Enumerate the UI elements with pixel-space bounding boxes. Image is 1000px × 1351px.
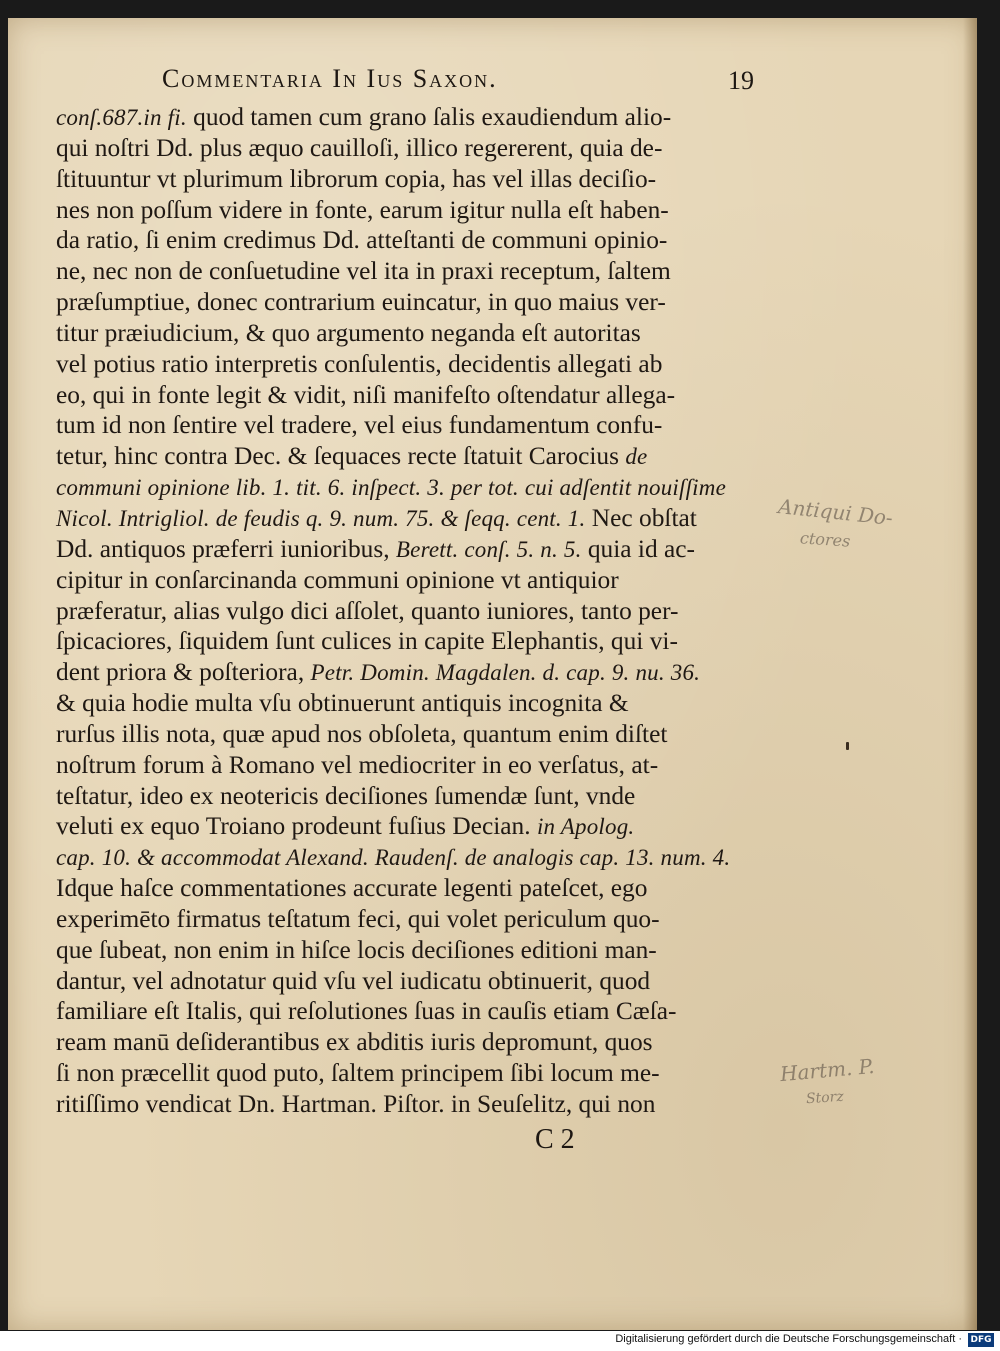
body-text-run: dent priora & poſteriora, [56, 658, 311, 687]
text-line [56, 410, 768, 441]
text-line [56, 195, 768, 226]
text-line [56, 935, 768, 966]
running-title: Commentaria In Ius Saxon. [162, 64, 498, 93]
text-line [56, 842, 768, 873]
ink-speck [846, 742, 849, 750]
text-line [56, 441, 768, 472]
text-line [56, 349, 768, 380]
body-text [56, 102, 768, 1120]
funding-credit: Digitalisierung gefördert durch die Deutsche Forschungsgemeinschaft · [615, 1333, 962, 1345]
body-text-run: ritiſſimo vendicat Dn. Hartman. Piſtor. in Seuſelitz, qui non [56, 1090, 656, 1118]
body-text-run: familiare eſt Italis, qui reſolutiones ſuas in cauſis etiam Cæſa- [56, 997, 677, 1026]
body-text-run: præſumptiue, donec contrarium euincatur, in quo maius ver- [56, 288, 666, 317]
body-text-run: ſi non præcellit quod puto, ſaltem principem ſibi locum me- [56, 1059, 660, 1088]
body-text-run: Dd. antiquos præferri iunioribus, [56, 534, 396, 563]
body-text-run: ne, nec non de conſuetudine vel ita in praxi receptum, ſaltem [56, 257, 671, 286]
text-line [56, 287, 768, 318]
body-text-run: ſtituuntur vt plurimum librorum copia, has vel illas deciſio- [56, 164, 657, 193]
page-edge-shadow [963, 18, 977, 1330]
text-line [56, 596, 768, 627]
text-line [56, 472, 768, 503]
text-line [56, 1058, 768, 1089]
body-text-run: ſpicaciores, ſiquidem ſunt culices in capite Elephantis, qui vi- [56, 627, 678, 656]
citation-text: de [625, 444, 648, 470]
marginal-note: Antiqui Do- [777, 494, 894, 530]
text-line [56, 626, 768, 657]
page-number: 19 [728, 66, 754, 95]
body-text-run: & quia hodie multa vſu obtinuerunt antiquis incognita & [56, 689, 629, 718]
citation-text: conſ.687.in fi. [56, 105, 187, 130]
body-text-run: experimēto firmatus teſtatum feci, qui volet periculum quo- [56, 904, 660, 933]
text-line [56, 534, 768, 565]
citation-text: cap. 10. & accommodat Alexand. Raudenſ. de analogis cap. 13. num. 4. [56, 845, 731, 871]
text-line [56, 164, 768, 195]
body-text-run: titur præiudicium, & quo argumento neganda eſt autoritas [56, 318, 641, 347]
citation-text: Berett. conſ. 5. n. 5. [395, 536, 582, 562]
text-line [56, 904, 768, 935]
marginal-note: Storz [805, 1088, 845, 1108]
text-line [56, 102, 768, 133]
body-text-run: da ratio, ſi enim credimus Dd. atteſtanti de communi opinio- [56, 226, 668, 255]
body-text-run: teſtatur, ideo ex neotericis deciſiones ſumendæ ſunt, vnde [56, 781, 636, 810]
body-text-run: Idque haſce commentationes accurate legenti pateſcet, ego [56, 874, 648, 903]
signature-mark: C 2 [535, 1124, 575, 1155]
body-text-run: veluti ex equo Troiano prodeunt fuſius Decian. [56, 812, 537, 841]
body-text-run: quia id ac- [581, 534, 696, 563]
body-text-run: Nec obſtat [585, 503, 697, 532]
text-line [56, 1027, 768, 1058]
text-line [56, 503, 768, 534]
body-text-run: que ſubeat, non enim in hiſce locis deciſiones editioni man- [56, 935, 657, 964]
text-line [56, 719, 768, 750]
text-line [56, 966, 768, 997]
text-line [56, 225, 768, 256]
text-line [56, 657, 768, 688]
body-text-run: noſtrum forum à Romano vel mediocriter in eo verſatus, at- [56, 750, 659, 779]
body-text-run: nes non poſſum videre in fonte, earum igitur nulla eſt haben- [56, 195, 669, 224]
text-line [56, 996, 768, 1027]
citation-text: Nicol. Intrigliol. de feudis q. 9. num. 75. & ſeqq. cent. 1. [56, 505, 586, 531]
body-text-run: vel potius ratio interpretis conſulentis, decidentis allegati ab [56, 349, 663, 378]
text-line [56, 380, 768, 411]
text-line [56, 688, 768, 719]
text-line [56, 811, 768, 842]
body-text-run: qui noſtri Dd. plus æquo cauilloſi, illico regererent, quia de- [56, 133, 663, 162]
body-text-run: cipitur in conſarcinanda communi opinione vt antiquior [56, 565, 619, 594]
dfg-logo-icon: DFG [968, 1333, 994, 1347]
body-text-run: eo, qui in fonte legit & vidit, niſi manifeſto oſtendatur allega- [56, 380, 676, 409]
text-line [56, 1089, 768, 1120]
body-text-run: tum id non ſentire vel tradere, vel eius fundamentum confu- [56, 411, 663, 440]
text-line [56, 873, 768, 904]
text-line [56, 256, 768, 287]
citation-text: in Apolog. [536, 814, 635, 840]
footer-bar [0, 1331, 1000, 1351]
marginal-note: Hartm. P. [779, 1053, 876, 1087]
citation-text: communi opinione lib. 1. tit. 6. inſpect. 3. per tot. cui adſentit nouiſſime [56, 475, 726, 501]
text-line [56, 565, 768, 596]
body-text-run: ream manū deſiderantibus ex abditis iuris depromunt, quos [56, 1028, 653, 1057]
text-line [56, 750, 768, 781]
text-line [56, 133, 768, 164]
body-text-run: tetur, hinc contra Dec. & ſequaces recte ſtatuit Carocius [56, 442, 626, 471]
body-text-run: rurſus illis nota, quæ apud nos obſoleta, quantum enim diſtet [56, 719, 668, 748]
citation-text: Petr. Domin. Magdalen. d. cap. 9. nu. 36. [310, 660, 701, 686]
body-text-run: dantur, vel adnotatur quid vſu vel iudicatu obtinuerit, quod [56, 966, 651, 995]
text-line [56, 318, 768, 349]
marginal-note: ctores [799, 528, 851, 551]
body-text-run: quod tamen cum grano ſalis exaudiendum alio- [186, 103, 672, 131]
text-line [56, 781, 768, 812]
body-text-run: præferatur, alias vulgo dici aſſolet, quanto iuniores, tanto per- [56, 596, 679, 625]
